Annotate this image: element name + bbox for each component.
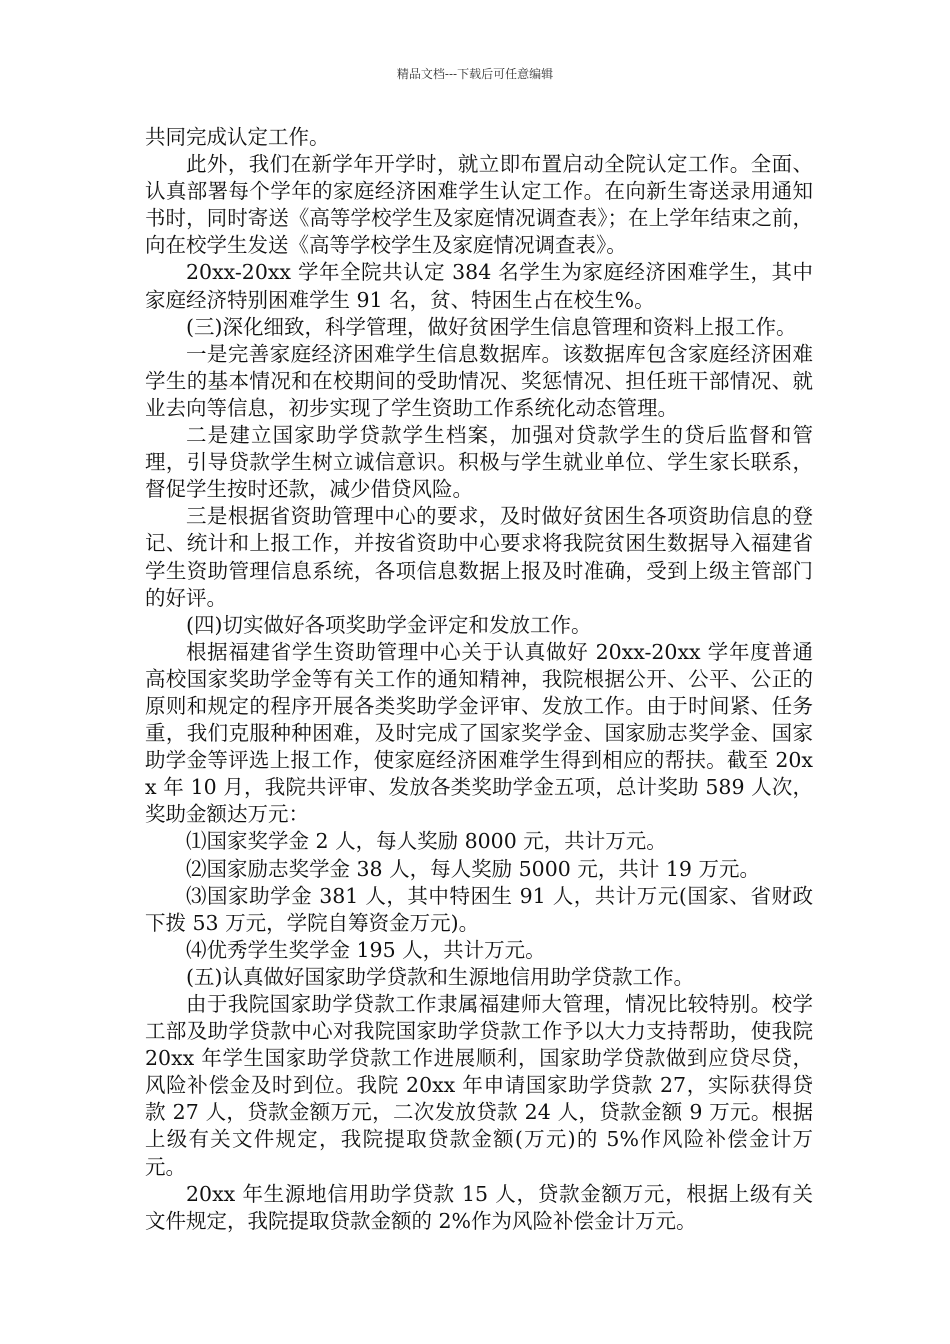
paragraph: 共同完成认定工作。 xyxy=(145,125,330,149)
paragraph: (三)深化细致，科学管理，做好贫困学生信息管理和资料上报工作。 xyxy=(186,314,797,339)
paragraph: (五)认真做好国家助学贷款和生源地信用助学贷款工作。 xyxy=(186,964,694,989)
list-item: ⑷优秀学生奖学金 195 人，共计万元。 xyxy=(186,937,546,962)
paragraph: 三是根据省资助管理中心的要求，及时做好贫困生各项资助信息的登记、统计和上报工作，并按省资助中心要求将我院贫困生数据导入福建省学生资助管理信息系统，各项信息数据上报及时准确，受到上级主管部门的好评。 xyxy=(145,504,813,610)
document-body xyxy=(145,124,813,1235)
paragraph: 20xx 年生源地信用助学贷款 15 人，贷款金额万元，根据上级有关文件规定，我院提取贷款金额的 2%作为风险补偿金计万元。 xyxy=(145,1181,813,1233)
page-header: 精品文档---下载后可任意编辑 xyxy=(396,67,554,81)
paragraph: 20xx-20xx 学年全院共认定 384 名学生为家庭经济困难学生，其中家庭经济特别困难学生 91 名，贫、特困生占在校生%。 xyxy=(145,260,813,312)
paragraph: (四)切实做好各项奖助学金评定和发放工作。 xyxy=(186,612,592,637)
paragraph: 由于我院国家助学贷款工作隶属福建师大管理，情况比较特别。校学工部及助学贷款中心对我院国家助学贷款工作予以大力支持帮助，使我院 20xx 年学生国家助学贷款工作进展顺利，国家助学贷款做到应贷尽贷，风险补偿金及时到位。我院 20xx 年申请国家助学贷款 27，实际获得贷款 27 人，贷款金额万元，二次发放贷款 24 人，贷款金额 9 万元。根据上级有关文件规定，我院提取贷款金额(万元)的 5%作风险补偿金计万元。 xyxy=(145,992,813,1179)
paragraph: 根据福建省学生资助管理中心关于认真做好 20xx-20xx 学年度普通高校国家奖助学金等有关工作的通知精神，我院根据公开、公平、公正的原则和规定的程序开展各类奖助学金评审、发放工作。由于时间紧、任务重，我们克服种种困难，及时完成了国家奖学金、国家励志奖学金、国家助学金等评选上报工作，使家庭经济困难学生得到相应的帮扶。截至 20xx 年 10 月，我院共评审、发放各类奖助学金五项，总计奖助 589 人次，奖助金额达万元： xyxy=(145,639,813,827)
list-item: ⑶国家助学金 381 人，其中特困生 91 人，共计万元(国家、省财政下拨 53 万元，学院自筹资金万元)。 xyxy=(145,883,813,935)
paragraph: 此外，我们在新学年开学时，就立即布置启动全院认定工作。全面、认真部署每个学年的家庭经济困难学生认定工作。在向新生寄送录用通知书时，同时寄送《高等学校学生及家庭情况调查表》；在上学年结束之前，向在校学生发送《高等学校学生及家庭情况调查表》。 xyxy=(145,152,813,258)
paragraph: 二是建立国家助学贷款学生档案，加强对贷款学生的贷后监督和管理，引导贷款学生树立诚信意识。积极与学生就业单位、学生家长联系，督促学生按时还款，减少借贷风险。 xyxy=(145,423,813,502)
list-item: ⑵国家励志奖学金 38 人，每人奖励 5000 元，共计 19 万元。 xyxy=(186,856,760,881)
list-item: ⑴国家奖学金 2 人，每人奖励 8000 元，共计万元。 xyxy=(186,829,667,854)
paragraph: 一是完善家庭经济困难学生信息数据库。该数据库包含家庭经济困难学生的基本情况和在校期间的受助情况、奖惩情况、担任班干部情况、就业去向等信息，初步实现了学生资助工作系统化动态管理。 xyxy=(145,341,813,420)
